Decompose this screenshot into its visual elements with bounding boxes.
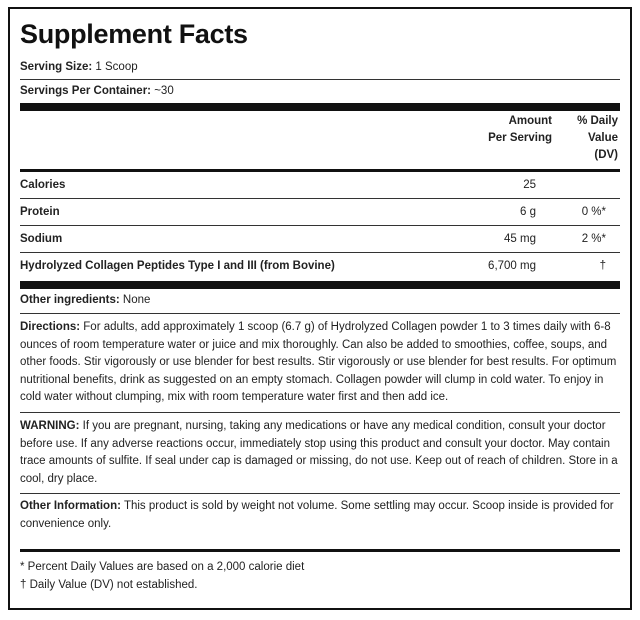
directions-label: Directions: [20, 321, 81, 333]
footnote-percent-dv: * Percent Daily Values are based on a 2,000 calorie diet [20, 561, 305, 573]
nutrient-dv: 2 %* [581, 233, 606, 245]
other-ingredients [20, 294, 150, 306]
nutrient-row-protein [20, 199, 620, 225]
nutrient-name: Sodium [20, 233, 63, 245]
nutrient-dv: 0 %* [581, 206, 606, 218]
divider [20, 412, 620, 413]
nutrient-amount: 6 g [520, 206, 536, 218]
serving-size-label: Serving Size: [20, 61, 93, 73]
servings-per-container-label: Servings Per Container: [20, 85, 152, 97]
nutrient-row-calories [20, 172, 620, 198]
nutrient-row-collagen [20, 253, 620, 279]
nutrient-amount: 45 mg [504, 233, 536, 245]
dv-header-line3: (DV) [594, 149, 618, 161]
other-information-text: This product is sold by weight not volume. Some settling may occur. Scoop inside is provided for convenience only. [20, 500, 614, 530]
nutrient-amount: 6,700 mg [488, 260, 536, 272]
nutrient-dv: † [599, 260, 606, 272]
serving-size [20, 61, 138, 73]
directions-text: For adults, add approximately 1 scoop (6.7 g) of Hydrolyzed Collagen powder 1 to 3 times daily with 6-8 ounces of room temperature water or juice and mix thoroughly. Can also be added to smoothies, coffee, soups, and other foods. Stir vigorously or use blender for best results. Stir vigorously or use blender for best results. For optimum nutritional benefits, drink as suggested on an empty stomach. Collagen powder will clump in cold water. To enjoy in cold water without clumping, mix with room temperature water first and then add ice. [20, 321, 617, 403]
divider [20, 79, 620, 80]
amount-per-serving-header [488, 113, 552, 147]
warning [20, 418, 620, 488]
nutrient-name: Hydrolyzed Collagen Peptides Type I and III (from Bovine) [20, 260, 335, 272]
footnote-dv-not-established: † Daily Value (DV) not established. [20, 579, 198, 591]
warning-label: WARNING: [20, 420, 80, 432]
amount-header-line1: Amount [508, 115, 552, 127]
other-ingredients-label: Other ingredients: [20, 294, 120, 306]
servings-per-container-value: ~30 [154, 85, 174, 97]
other-ingredients-text: None [122, 294, 151, 306]
daily-value-header [577, 113, 618, 164]
supplement-facts-panel [8, 7, 632, 610]
serving-size-value: 1 Scoop [95, 61, 138, 73]
divider [20, 313, 620, 314]
nutrient-row-sodium [20, 226, 620, 252]
nutrient-name: Protein [20, 206, 60, 218]
directions [20, 319, 620, 407]
thick-divider [20, 103, 620, 111]
servings-per-container [20, 85, 174, 97]
panel-title: Supplement Facts [20, 19, 248, 49]
warning-text: If you are pregnant, nursing, taking any medications or have any medical condition, consult your doctor before use. If any adverse reactions occur, immediately stop using this product and consult your doctor. May contain trace amounts of sulfite. If seal under cap is damaged or missing, do not use. Keep out of reach of children. Store in a cool, dry place. [20, 420, 618, 485]
nutrient-amount: 25 [523, 179, 536, 191]
other-information-label: Other Information: [20, 500, 121, 512]
nutrient-name: Calories [20, 179, 66, 191]
amount-header-line2: Per Serving [488, 132, 552, 144]
other-information [20, 498, 620, 533]
dv-header-line2: Value [587, 132, 618, 144]
dv-header-line1: % Daily [577, 115, 618, 127]
divider [20, 493, 620, 494]
thick-divider [20, 281, 620, 289]
footer-divider [20, 549, 620, 552]
